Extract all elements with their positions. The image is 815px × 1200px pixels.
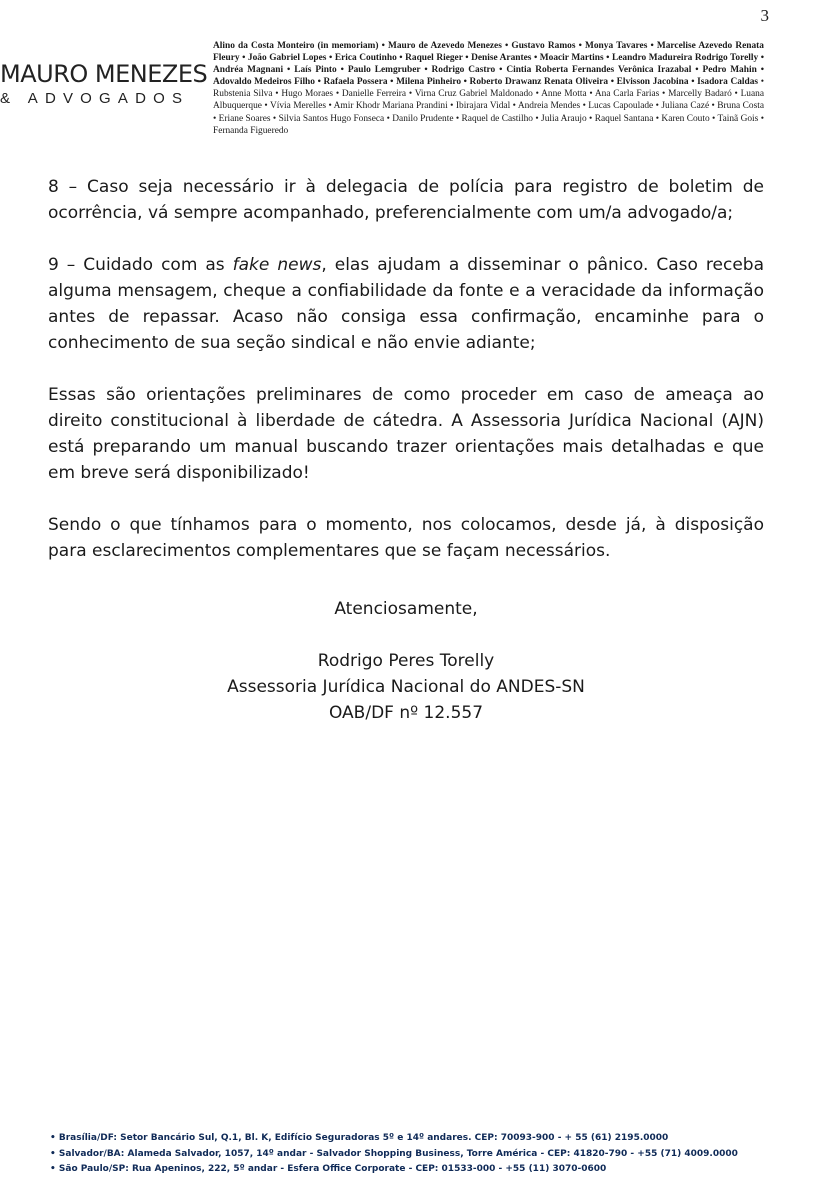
salutation: Atenciosamente, <box>334 599 478 619</box>
item-9 <box>48 252 764 356</box>
office-address: Alameda Salvador, 1057, 14º andar - Salvador Shopping Business, Torre América - CEP: 41820-790 - +55 (71) 4009.0000 <box>124 1148 738 1159</box>
item-9-start: 9 – Cuidado com as <box>48 255 233 275</box>
signer-role: Assessoria Jurídica Nacional do ANDES-SN <box>227 677 585 697</box>
closing-paragraph: Sendo o que tínhamos para o momento, nos colocamos, desde já, à disposição para esclarecimentos complementares que se façam necessários. <box>48 515 764 561</box>
office-city: • São Paulo/SP: <box>50 1164 129 1174</box>
signer-name: Rodrigo Peres Torelly <box>317 651 495 671</box>
page-number: 3 <box>760 6 769 25</box>
orientations-paragraph: Essas são orientações preliminares de como proceder em caso de ameaça ao direito constitucional à liberdade de cátedra. A Assessoria Jurídica Nacional (AJN) está preparando um manual buscando trazer orientações mais detalhadas e que em breve será disponibilizado! <box>48 385 764 483</box>
office-address: Rua Apeninos, 222, 5º andar - Esfera Office Corporate - CEP: 01533-000 - +55 (11) 3070-0600 <box>128 1164 607 1174</box>
partners-associates: • Rubstenia Silva • Hugo Moraes • Danielle Ferreira • Virna Cruz Gabriel Maldonado • Anne Motta • Ana Carla Farias • Marcelly Badaró • Luana Albuquerque • Vívia Merelles • Amir Khodr Mariana Prandini • Ibirajara Vidal • Andreia Mendes • Lucas Capoulade • Juliana Cazé • Bruna Costa • Eriane Soares • Silvia Santos Hugo Fonseca • Danilo Prudente • Raquel de Castilho • Julia Araujo • Raquel Santana • Karen Couto • Tainã Gois • Fernanda Figueredo <box>213 77 764 136</box>
signature-block <box>48 596 764 726</box>
office-address: Setor Bancário Sul, Q.1, Bl. K, Edifício Seguradoras 5º e 14º andares. CEP: 70093-900 - + 55 (61) 2195.0000 <box>116 1133 669 1143</box>
office-city: • Brasília/DF: <box>50 1133 117 1143</box>
signer-oab: OAB/DF nº 12.557 <box>328 703 484 723</box>
office-brasilia <box>50 1131 790 1147</box>
letter-body <box>48 174 764 590</box>
firm-logo <box>0 60 208 107</box>
item-9-emphasis: fake news <box>232 255 322 275</box>
partners-senior: Alino da Costa Monteiro (in memoriam) • Mauro de Azevedo Menezes • Gustavo Ramos • Monya Tavares • Marcelise Azevedo Renata Fleury • João Gabriel Lopes • Erica Coutinho • Raquel Rieger • Denise Arantes • Moacir Martins • Leandro Madureira Rodrigo Torelly • Andréa Magnani • Laís Pinto • Paulo Lemgruber • Rodrigo Castro • Cintia Roberta Fernandes Verônica Irazabal • Pedro Mahin • Adovaldo Medeiros Filho • Rafaela Possera • Milena Pinheiro • Roberto Drawanz Renata Oliveira • Elvisson Jacobina • Isadora Caldas <box>213 41 764 88</box>
office-city: • Salvador/BA: <box>50 1148 125 1159</box>
item-8: 8 – Caso seja necessário ir à delegacia de polícia para registro de boletim de ocorrência, vá sempre acompanhado, preferencialmente com um/a advogado/a; <box>48 177 764 223</box>
office-salvador <box>50 1147 790 1163</box>
logo-subtitle: & ADVOGADOS <box>0 90 190 107</box>
office-addresses <box>50 1131 790 1178</box>
item-9-end: , elas ajudam a disseminar o pânico. Caso receba alguma mensagem, cheque a confiabilidade da fonte e a veracidade da informação antes de repassar. Acaso não consiga essa confirmação, encaminhe para o conhecimento de sua seção sindical e não envie adiante; <box>48 255 765 353</box>
office-sao-paulo <box>50 1162 790 1178</box>
logo-name: MAURO MENEZES <box>0 60 208 88</box>
partners-list <box>213 40 764 137</box>
